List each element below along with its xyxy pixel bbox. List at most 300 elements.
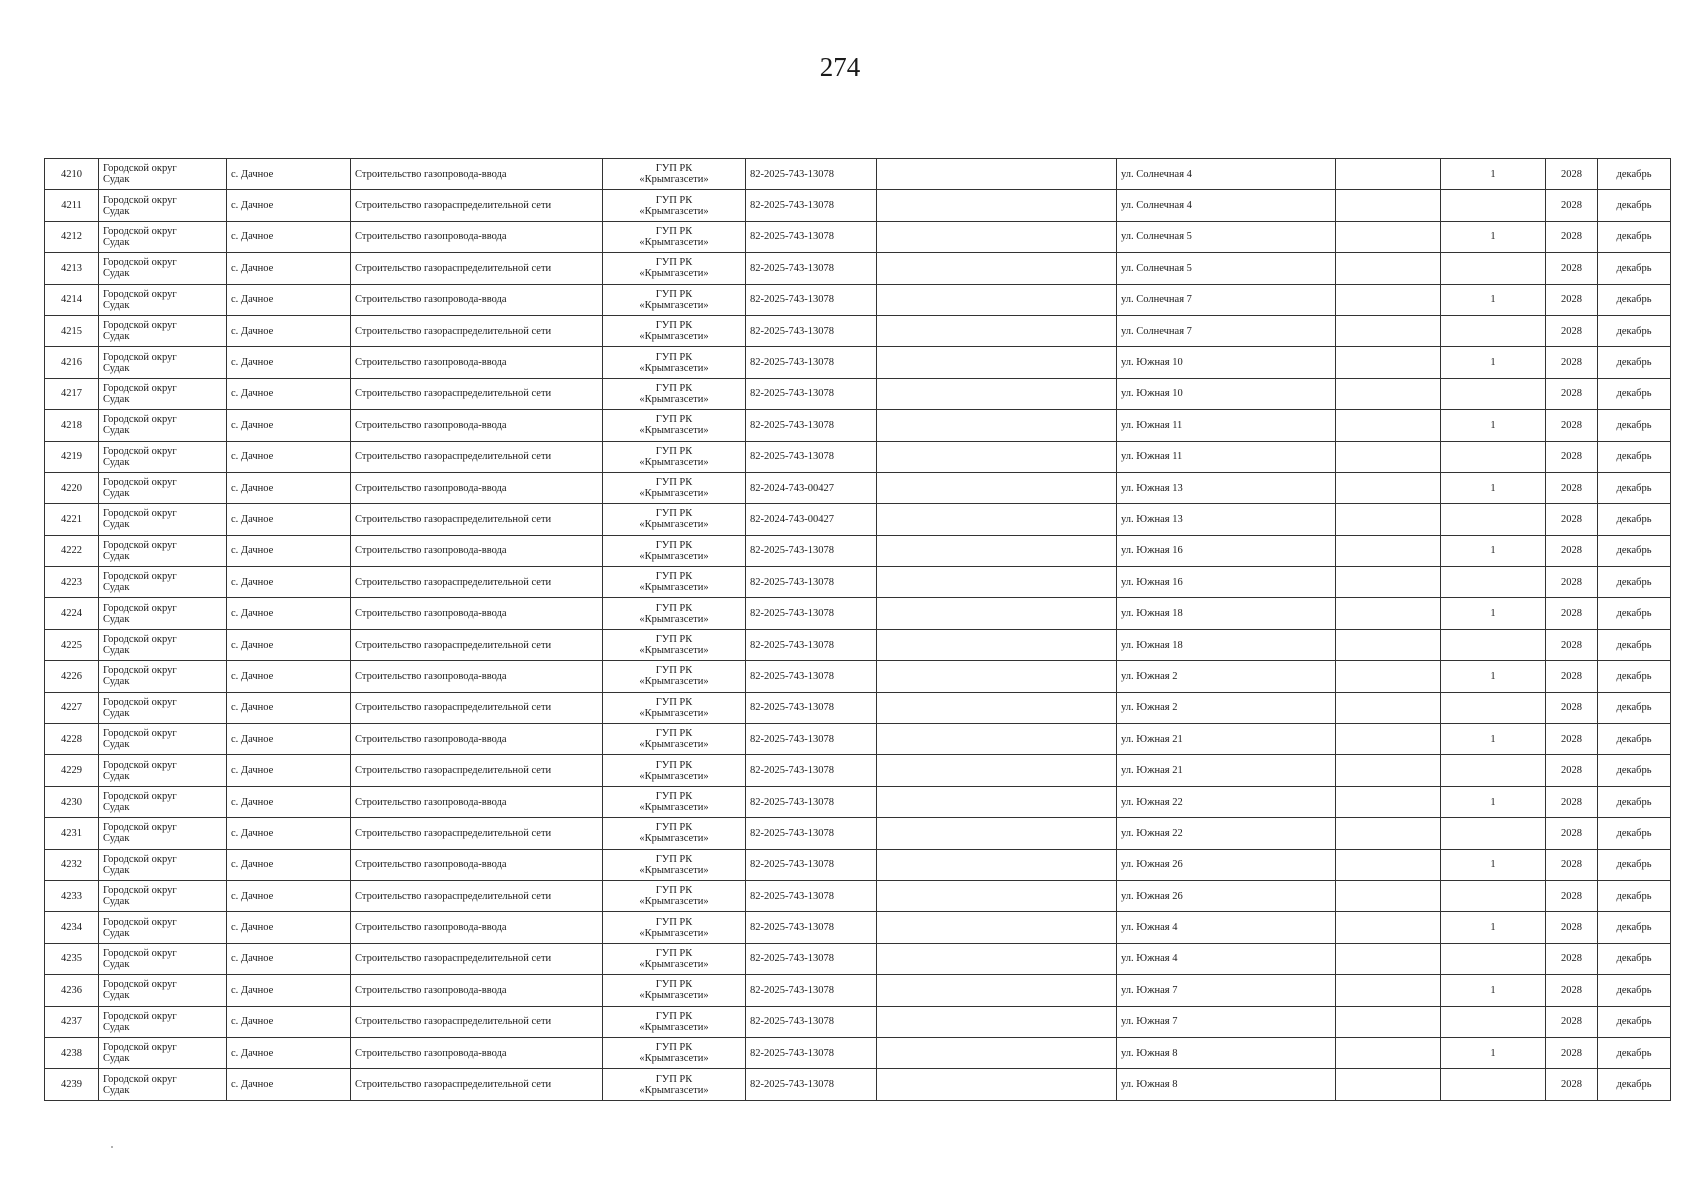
locality-cell: с. Дачное — [227, 535, 351, 566]
address-cell: ул. Южная 8 — [1117, 1069, 1336, 1100]
empty-cell — [877, 410, 1117, 441]
empty-cell — [1336, 786, 1441, 817]
empty-cell — [1336, 880, 1441, 911]
table-row — [45, 629, 1671, 660]
district-line-2: Судак — [103, 331, 130, 343]
district-cell — [99, 1006, 227, 1037]
organization-line-2: «Крымгазсети» — [639, 833, 709, 845]
month-cell: декабрь — [1598, 347, 1671, 378]
organization-line-2: «Крымгазсети» — [639, 456, 709, 468]
project-code-cell: 82-2025-743-13078 — [746, 849, 877, 880]
organization-cell — [603, 159, 746, 190]
month-cell: декабрь — [1598, 692, 1671, 723]
organization-cell — [603, 378, 746, 409]
table-row — [45, 1069, 1671, 1100]
locality-cell: с. Дачное — [227, 880, 351, 911]
district-line-1: Городской округ — [103, 163, 177, 175]
locality-cell: с. Дачное — [227, 284, 351, 315]
locality-cell: с. Дачное — [227, 441, 351, 472]
quantity-cell — [1441, 692, 1546, 723]
row-number: 4211 — [45, 190, 99, 221]
table-row — [45, 378, 1671, 409]
project-code-cell: 82-2024-743-00427 — [746, 472, 877, 503]
district-line-1: Городской округ — [103, 916, 177, 928]
year-cell: 2028 — [1546, 598, 1598, 629]
organization-line-2: «Крымгазсети» — [639, 268, 709, 280]
work-type-cell: Строительство газопровода-ввода — [351, 661, 603, 692]
empty-cell — [1336, 943, 1441, 974]
row-number: 4236 — [45, 975, 99, 1006]
organization-line-2: «Крымгазсети» — [639, 519, 709, 531]
district-line-2: Судак — [103, 990, 130, 1002]
year-cell: 2028 — [1546, 472, 1598, 503]
year-cell: 2028 — [1546, 629, 1598, 660]
month-cell: декабрь — [1598, 567, 1671, 598]
district-line-2: Судак — [103, 456, 130, 468]
district-cell — [99, 159, 227, 190]
row-number: 4214 — [45, 284, 99, 315]
address-cell: ул. Солнечная 4 — [1117, 159, 1336, 190]
district-cell — [99, 441, 227, 472]
table-row — [45, 159, 1671, 190]
organization-cell — [603, 1069, 746, 1100]
table-row — [45, 818, 1671, 849]
district-cell — [99, 315, 227, 346]
organization-line-2: «Крымгазсети» — [639, 739, 709, 751]
locality-cell: с. Дачное — [227, 724, 351, 755]
empty-cell — [1336, 629, 1441, 660]
year-cell: 2028 — [1546, 755, 1598, 786]
table-row — [45, 1006, 1671, 1037]
row-number: 4235 — [45, 943, 99, 974]
organization-cell — [603, 880, 746, 911]
organization-line-2: «Крымгазсети» — [639, 1084, 709, 1096]
row-number: 4239 — [45, 1069, 99, 1100]
table-row — [45, 849, 1671, 880]
organization-cell — [603, 253, 746, 284]
district-cell — [99, 975, 227, 1006]
organization-line-1: ГУП РК — [655, 728, 693, 740]
district-line-2: Судак — [103, 864, 130, 876]
district-line-2: Судак — [103, 707, 130, 719]
project-code-cell: 82-2025-743-13078 — [746, 692, 877, 723]
locality-cell: с. Дачное — [227, 253, 351, 284]
table-row — [45, 535, 1671, 566]
month-cell: декабрь — [1598, 755, 1671, 786]
month-cell: декабрь — [1598, 159, 1671, 190]
empty-cell — [1336, 190, 1441, 221]
address-cell: ул. Южная 22 — [1117, 786, 1336, 817]
locality-cell: с. Дачное — [227, 849, 351, 880]
address-cell: ул. Солнечная 7 — [1117, 315, 1336, 346]
locality-cell: с. Дачное — [227, 692, 351, 723]
project-code-cell: 82-2025-743-13078 — [746, 943, 877, 974]
locality-cell: с. Дачное — [227, 190, 351, 221]
address-cell: ул. Южная 7 — [1117, 975, 1336, 1006]
locality-cell: с. Дачное — [227, 818, 351, 849]
district-line-1: Городской округ — [103, 853, 177, 865]
empty-cell — [877, 943, 1117, 974]
work-type-cell: Строительство газораспределительной сети — [351, 818, 603, 849]
organization-cell — [603, 786, 746, 817]
district-line-2: Судак — [103, 802, 130, 813]
row-number: 4213 — [45, 253, 99, 284]
quantity-cell — [1441, 441, 1546, 472]
empty-cell — [1336, 912, 1441, 943]
year-cell: 2028 — [1546, 378, 1598, 409]
district-line-1: Городской округ — [103, 665, 177, 677]
address-cell: ул. Южная 26 — [1117, 849, 1336, 880]
district-cell — [99, 535, 227, 566]
table-row — [45, 472, 1671, 503]
district-line-2: Судак — [103, 1053, 130, 1065]
project-code-cell: 82-2024-743-00427 — [746, 504, 877, 535]
quantity-cell — [1441, 755, 1546, 786]
project-code-cell: 82-2025-743-13078 — [746, 190, 877, 221]
district-cell — [99, 284, 227, 315]
row-number: 4231 — [45, 818, 99, 849]
empty-cell — [877, 912, 1117, 943]
organization-line-2: «Крымгазсети» — [639, 864, 709, 876]
organization-line-1: ГУП РК — [655, 225, 693, 237]
quantity-cell: 1 — [1441, 912, 1546, 943]
empty-cell — [877, 629, 1117, 660]
organization-line-1: ГУП РК — [655, 947, 693, 959]
row-number: 4216 — [45, 347, 99, 378]
organization-line-1: ГУП РК — [655, 759, 693, 771]
organization-cell — [603, 535, 746, 566]
address-cell: ул. Южная 13 — [1117, 504, 1336, 535]
district-line-2: Судак — [103, 174, 130, 186]
district-line-2: Судак — [103, 896, 130, 908]
row-number: 4218 — [45, 410, 99, 441]
address-cell: ул. Южная 7 — [1117, 1006, 1336, 1037]
quantity-cell — [1441, 315, 1546, 346]
organization-line-1: ГУП РК — [655, 288, 693, 300]
district-line-2: Судак — [103, 236, 130, 248]
work-type-cell: Строительство газораспределительной сети — [351, 880, 603, 911]
district-line-1: Городской округ — [103, 477, 177, 489]
district-line-2: Судак — [103, 1021, 130, 1033]
table-row — [45, 221, 1671, 252]
district-line-2: Судак — [103, 582, 130, 594]
empty-cell — [1336, 159, 1441, 190]
district-line-2: Судак — [103, 927, 130, 939]
district-line-1: Городской округ — [103, 445, 177, 457]
month-cell: декабрь — [1598, 912, 1671, 943]
locality-cell: с. Дачное — [227, 975, 351, 1006]
work-type-cell: Строительство газопровода-ввода — [351, 724, 603, 755]
project-code-cell: 82-2025-743-13078 — [746, 661, 877, 692]
year-cell: 2028 — [1546, 190, 1598, 221]
organization-line-2: «Крымгазсети» — [639, 425, 709, 437]
empty-cell — [1336, 724, 1441, 755]
year-cell: 2028 — [1546, 724, 1598, 755]
district-cell — [99, 786, 227, 817]
address-cell: ул. Южная 18 — [1117, 629, 1336, 660]
work-type-cell: Строительство газопровода-ввода — [351, 912, 603, 943]
work-type-cell: Строительство газопровода-ввода — [351, 221, 603, 252]
organization-line-2: «Крымгазсети» — [639, 550, 709, 562]
district-cell — [99, 912, 227, 943]
quantity-cell — [1441, 567, 1546, 598]
organization-line-1: ГУП РК — [655, 1073, 693, 1085]
month-cell: декабрь — [1598, 629, 1671, 660]
empty-cell — [1336, 567, 1441, 598]
month-cell: декабрь — [1598, 849, 1671, 880]
project-code-cell: 82-2025-743-13078 — [746, 880, 877, 911]
address-cell: ул. Южная 21 — [1117, 755, 1336, 786]
organization-line-2: «Крымгазсети» — [639, 299, 709, 311]
quantity-cell — [1441, 880, 1546, 911]
organization-cell — [603, 975, 746, 1006]
district-cell — [99, 410, 227, 441]
row-number: 4222 — [45, 535, 99, 566]
empty-cell — [877, 221, 1117, 252]
table-row — [45, 661, 1671, 692]
quantity-cell — [1441, 818, 1546, 849]
address-cell: ул. Южная 26 — [1117, 880, 1336, 911]
empty-cell — [877, 284, 1117, 315]
project-code-cell: 82-2025-743-13078 — [746, 724, 877, 755]
district-line-2: Судак — [103, 268, 130, 280]
year-cell: 2028 — [1546, 943, 1598, 974]
empty-cell — [877, 849, 1117, 880]
organization-line-2: «Крымгазсети» — [639, 990, 709, 1002]
address-cell: ул. Южная 10 — [1117, 378, 1336, 409]
organization-line-2: «Крымгазсети» — [639, 676, 709, 688]
district-cell — [99, 190, 227, 221]
organization-cell — [603, 724, 746, 755]
empty-cell — [877, 378, 1117, 409]
quantity-cell — [1441, 190, 1546, 221]
quantity-cell: 1 — [1441, 472, 1546, 503]
project-code-cell: 82-2025-743-13078 — [746, 221, 877, 252]
organization-cell — [603, 755, 746, 786]
project-code-cell: 82-2025-743-13078 — [746, 598, 877, 629]
district-cell — [99, 347, 227, 378]
organization-line-1: ГУП РК — [655, 979, 693, 991]
district-line-2: Судак — [103, 205, 130, 217]
district-line-1: Городской округ — [103, 320, 177, 332]
address-cell: ул. Южная 22 — [1117, 818, 1336, 849]
project-code-cell: 82-2025-743-13078 — [746, 755, 877, 786]
district-cell — [99, 1037, 227, 1068]
district-line-2: Судак — [103, 425, 130, 437]
organization-line-1: ГУП РК — [655, 414, 693, 426]
year-cell: 2028 — [1546, 315, 1598, 346]
district-line-1: Городской округ — [103, 728, 177, 740]
row-number: 4217 — [45, 378, 99, 409]
organization-line-2: «Крымгазсети» — [639, 331, 709, 343]
row-number: 4220 — [45, 472, 99, 503]
locality-cell: с. Дачное — [227, 567, 351, 598]
organization-line-2: «Крымгазсети» — [639, 1021, 709, 1033]
work-type-cell: Строительство газопровода-ввода — [351, 535, 603, 566]
locality-cell: с. Дачное — [227, 1037, 351, 1068]
empty-cell — [1336, 472, 1441, 503]
year-cell: 2028 — [1546, 535, 1598, 566]
address-cell: ул. Южная 13 — [1117, 472, 1336, 503]
quantity-cell: 1 — [1441, 598, 1546, 629]
table-row — [45, 1037, 1671, 1068]
address-cell: ул. Южная 18 — [1117, 598, 1336, 629]
district-line-1: Городской округ — [103, 759, 177, 771]
address-cell: ул. Южная 21 — [1117, 724, 1336, 755]
district-cell — [99, 378, 227, 409]
quantity-cell — [1441, 504, 1546, 535]
quantity-cell — [1441, 253, 1546, 284]
month-cell: декабрь — [1598, 253, 1671, 284]
organization-cell — [603, 818, 746, 849]
work-type-cell: Строительство газораспределительной сети — [351, 441, 603, 472]
year-cell: 2028 — [1546, 159, 1598, 190]
quantity-cell — [1441, 629, 1546, 660]
address-cell: ул. Южная 10 — [1117, 347, 1336, 378]
organization-cell — [603, 190, 746, 221]
organization-line-1: ГУП РК — [655, 571, 693, 583]
month-cell: декабрь — [1598, 378, 1671, 409]
quantity-cell: 1 — [1441, 347, 1546, 378]
row-number: 4238 — [45, 1037, 99, 1068]
organization-line-1: ГУП РК — [655, 696, 693, 708]
address-cell: ул. Южная 8 — [1117, 1037, 1336, 1068]
organization-line-2: «Крымгазсети» — [639, 896, 709, 908]
work-type-cell: Строительство газопровода-ввода — [351, 284, 603, 315]
organization-cell — [603, 849, 746, 880]
locality-cell: с. Дачное — [227, 378, 351, 409]
empty-cell — [877, 661, 1117, 692]
empty-cell — [877, 755, 1117, 786]
address-cell: ул. Южная 2 — [1117, 661, 1336, 692]
table-row — [45, 880, 1671, 911]
year-cell: 2028 — [1546, 1006, 1598, 1037]
month-cell: декабрь — [1598, 1037, 1671, 1068]
row-number: 4223 — [45, 567, 99, 598]
locality-cell: с. Дачное — [227, 943, 351, 974]
empty-cell — [1336, 692, 1441, 723]
quantity-cell: 1 — [1441, 975, 1546, 1006]
row-number: 4225 — [45, 629, 99, 660]
address-cell: ул. Южная 11 — [1117, 441, 1336, 472]
month-cell: декабрь — [1598, 284, 1671, 315]
quantity-cell: 1 — [1441, 535, 1546, 566]
month-cell: декабрь — [1598, 221, 1671, 252]
month-cell: декабрь — [1598, 472, 1671, 503]
project-code-cell: 82-2025-743-13078 — [746, 378, 877, 409]
year-cell: 2028 — [1546, 692, 1598, 723]
district-line-1: Городской округ — [103, 382, 177, 394]
work-type-cell: Строительство газораспределительной сети — [351, 755, 603, 786]
year-cell: 2028 — [1546, 284, 1598, 315]
empty-cell — [877, 786, 1117, 817]
district-cell — [99, 1069, 227, 1100]
organization-line-1: ГУП РК — [655, 853, 693, 865]
organization-line-2: «Крымгазсети» — [639, 645, 709, 657]
work-type-cell: Строительство газораспределительной сети — [351, 315, 603, 346]
district-line-1: Городской округ — [103, 979, 177, 991]
district-line-2: Судак — [103, 645, 130, 657]
row-number: 4221 — [45, 504, 99, 535]
address-cell: ул. Солнечная 5 — [1117, 253, 1336, 284]
quantity-cell: 1 — [1441, 1037, 1546, 1068]
district-cell — [99, 818, 227, 849]
table-row — [45, 190, 1671, 221]
registry-table-body — [45, 159, 1671, 1101]
table-row — [45, 284, 1671, 315]
district-line-2: Судак — [103, 550, 130, 562]
address-cell: ул. Южная 16 — [1117, 535, 1336, 566]
quantity-cell — [1441, 378, 1546, 409]
project-code-cell: 82-2025-743-13078 — [746, 818, 877, 849]
organization-line-1: ГУП РК — [655, 885, 693, 897]
month-cell: декабрь — [1598, 190, 1671, 221]
empty-cell — [1336, 441, 1441, 472]
district-cell — [99, 755, 227, 786]
locality-cell: с. Дачное — [227, 472, 351, 503]
month-cell: декабрь — [1598, 786, 1671, 817]
year-cell: 2028 — [1546, 347, 1598, 378]
address-cell: ул. Южная 2 — [1117, 692, 1336, 723]
organization-line-1: ГУП РК — [655, 791, 693, 802]
month-cell: декабрь — [1598, 315, 1671, 346]
locality-cell: с. Дачное — [227, 315, 351, 346]
district-cell — [99, 629, 227, 660]
locality-cell: с. Дачное — [227, 629, 351, 660]
work-type-cell: Строительство газопровода-ввода — [351, 347, 603, 378]
address-cell: ул. Солнечная 5 — [1117, 221, 1336, 252]
district-line-2: Судак — [103, 1084, 130, 1096]
empty-cell — [1336, 661, 1441, 692]
table-row — [45, 724, 1671, 755]
organization-cell — [603, 598, 746, 629]
district-cell — [99, 692, 227, 723]
district-line-2: Судак — [103, 739, 130, 751]
quantity-cell — [1441, 1006, 1546, 1037]
organization-line-2: «Крымгазсети» — [639, 174, 709, 186]
month-cell: декабрь — [1598, 818, 1671, 849]
year-cell: 2028 — [1546, 880, 1598, 911]
table-row — [45, 755, 1671, 786]
work-type-cell: Строительство газораспределительной сети — [351, 692, 603, 723]
project-code-cell: 82-2025-743-13078 — [746, 441, 877, 472]
table-row — [45, 567, 1671, 598]
district-line-2: Судак — [103, 519, 130, 531]
organization-line-1: ГУП РК — [655, 477, 693, 489]
year-cell: 2028 — [1546, 410, 1598, 441]
locality-cell: с. Дачное — [227, 504, 351, 535]
empty-cell — [877, 1037, 1117, 1068]
work-type-cell: Строительство газораспределительной сети — [351, 253, 603, 284]
row-number: 4227 — [45, 692, 99, 723]
year-cell: 2028 — [1546, 818, 1598, 849]
organization-line-2: «Крымгазсети» — [639, 958, 709, 970]
year-cell: 2028 — [1546, 504, 1598, 535]
year-cell: 2028 — [1546, 661, 1598, 692]
empty-cell — [877, 472, 1117, 503]
district-cell — [99, 567, 227, 598]
month-cell: декабрь — [1598, 504, 1671, 535]
row-number: 4219 — [45, 441, 99, 472]
month-cell: декабрь — [1598, 1006, 1671, 1037]
district-line-2: Судак — [103, 299, 130, 311]
organization-cell — [603, 1037, 746, 1068]
empty-cell — [1336, 253, 1441, 284]
district-line-1: Городской округ — [103, 225, 177, 237]
district-line-1: Городской округ — [103, 508, 177, 520]
organization-cell — [603, 347, 746, 378]
organization-cell — [603, 441, 746, 472]
